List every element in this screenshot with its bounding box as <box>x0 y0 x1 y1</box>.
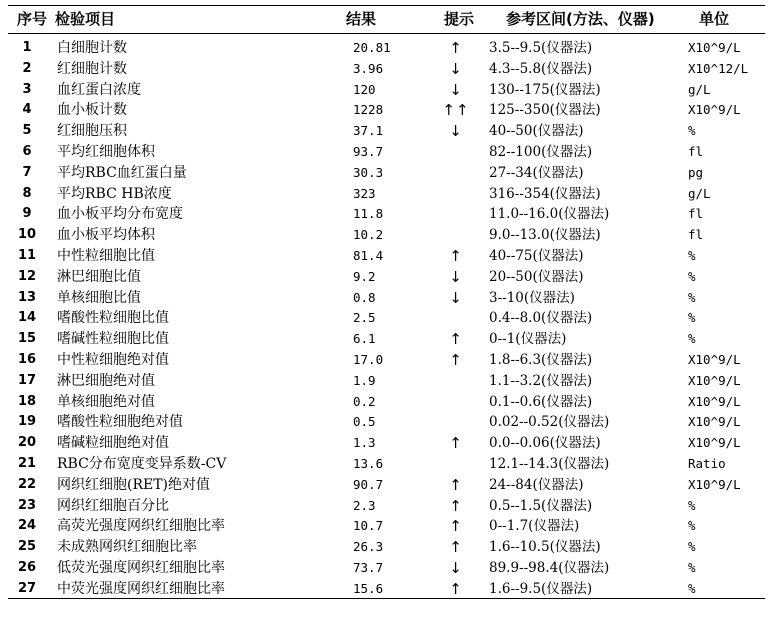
row-serial-number: 25 <box>17 539 37 555</box>
row-result-value: 3.96 <box>353 60 384 76</box>
row-serial-number: 21 <box>17 455 37 471</box>
row-hint-arrow: ↓ <box>449 59 463 78</box>
row-result-value: 10.7 <box>353 518 384 534</box>
row-hint-arrow: ↓ <box>449 122 463 141</box>
row-reference-range: 1.6--9.5(仪器法) <box>489 580 593 597</box>
table-row <box>0 246 773 267</box>
row-hint-arrow: ↑ <box>449 496 463 515</box>
row-unit: X10^9/L <box>688 414 741 430</box>
header-unit: 单位 <box>699 10 730 28</box>
row-unit: % <box>688 539 696 555</box>
row-reference-range: 20--50(仪器法) <box>489 268 584 285</box>
row-unit: g/L <box>688 185 711 201</box>
row-test-item: 淋巴细胞比值 <box>57 268 141 285</box>
table-row <box>0 516 773 537</box>
row-result-value: 1.3 <box>353 435 376 451</box>
row-reference-range: 0.5--1.5(仪器法) <box>489 497 593 514</box>
row-hint-arrow: ↑ <box>449 579 463 598</box>
row-serial-number: 17 <box>17 372 37 388</box>
row-serial-number: 20 <box>17 435 37 451</box>
row-result-value: 6.1 <box>353 331 376 347</box>
row-unit: fl <box>688 143 704 159</box>
row-hint-arrow: ↑ <box>449 434 463 453</box>
row-unit: % <box>688 310 696 326</box>
row-test-item: 红细胞计数 <box>57 60 127 77</box>
row-serial-number: 27 <box>17 580 37 596</box>
row-result-value: 13.6 <box>353 455 384 471</box>
table-body <box>0 38 773 600</box>
row-test-item: 嗜碱粒细胞绝对值 <box>57 435 169 452</box>
row-result-value: 1228 <box>353 102 384 118</box>
row-serial-number: 23 <box>17 497 37 513</box>
table-row <box>0 537 773 558</box>
row-hint-arrow: ↑ <box>449 39 463 57</box>
row-serial-number: 7 <box>22 164 32 180</box>
row-result-value: 0.5 <box>353 414 376 430</box>
row-unit: % <box>688 289 696 305</box>
row-result-value: 15.6 <box>353 580 384 596</box>
row-test-item: 平均RBC血红蛋白量 <box>57 164 187 181</box>
table-row <box>0 38 773 59</box>
table-bottom-rule <box>8 598 765 599</box>
row-test-item: 低荧光强度网织红细胞比率 <box>57 559 225 576</box>
row-reference-range: 1.1--3.2(仪器法) <box>489 372 593 389</box>
row-unit: pg <box>688 164 704 180</box>
row-reference-range: 89.9--98.4(仪器法) <box>489 559 610 576</box>
row-hint-arrow: ↑ <box>449 350 463 369</box>
row-hint-arrow: ↑ <box>449 330 463 349</box>
table-row <box>0 579 773 600</box>
table-row <box>0 433 773 454</box>
row-reference-range: 40--75(仪器法) <box>489 247 584 264</box>
table-row <box>0 267 773 288</box>
table-row <box>0 454 773 475</box>
row-serial-number: 18 <box>17 393 37 409</box>
table-row <box>0 204 773 225</box>
row-unit: g/L <box>688 81 711 97</box>
row-serial-number: 2 <box>22 60 32 76</box>
row-hint-arrow: ↓ <box>449 80 463 99</box>
row-unit: X10^9/L <box>688 476 741 492</box>
table-row <box>0 329 773 350</box>
row-result-value: 20.81 <box>353 40 391 55</box>
row-test-item: 中性粒细胞比值 <box>57 247 155 264</box>
row-unit: X10^9/L <box>688 372 741 388</box>
row-serial-number: 1 <box>22 40 32 55</box>
row-test-item: 白细胞计数 <box>57 40 127 56</box>
row-test-item: 血小板平均体积 <box>57 227 155 244</box>
row-result-value: 37.1 <box>353 123 384 139</box>
row-reference-range: 9.0--13.0(仪器法) <box>489 227 601 244</box>
table-row <box>0 100 773 121</box>
row-reference-range: 0--1.7(仪器法) <box>489 518 580 535</box>
row-unit: X10^9/L <box>688 351 741 367</box>
header-result: 结果 <box>346 10 377 28</box>
row-unit: X10^9/L <box>688 393 741 409</box>
row-serial-number: 16 <box>17 351 37 367</box>
header-reference-range: 参考区间(方法、仪器) <box>506 10 655 28</box>
table-row <box>0 475 773 496</box>
row-unit: % <box>688 123 696 139</box>
row-reference-range: 0.0--0.06(仪器法) <box>489 435 601 452</box>
row-unit: % <box>688 497 696 513</box>
row-result-value: 2.3 <box>353 497 376 513</box>
row-result-value: 17.0 <box>353 351 384 367</box>
row-test-item: 中荧光强度网织红细胞比率 <box>57 580 225 597</box>
row-reference-range: 82--100(仪器法) <box>489 143 593 160</box>
row-test-item: 网织红细胞百分比 <box>57 497 169 514</box>
table-row <box>0 392 773 413</box>
row-test-item: 高荧光强度网织红细胞比率 <box>57 518 225 535</box>
row-unit: X10^9/L <box>688 40 741 55</box>
row-unit: % <box>688 247 696 263</box>
row-result-value: 26.3 <box>353 539 384 555</box>
row-reference-range: 0--1(仪器法) <box>489 331 567 348</box>
row-result-value: 0.8 <box>353 289 376 305</box>
row-result-value: 2.5 <box>353 310 376 326</box>
row-serial-number: 19 <box>17 414 37 430</box>
row-serial-number: 12 <box>17 268 37 284</box>
table-row <box>0 80 773 101</box>
table-row <box>0 371 773 392</box>
header-hint: 提示 <box>444 10 475 28</box>
row-reference-range: 1.8--6.3(仪器法) <box>489 351 593 368</box>
row-result-value: 30.3 <box>353 164 384 180</box>
row-serial-number: 9 <box>22 206 32 222</box>
table-row <box>0 288 773 309</box>
table-row <box>0 496 773 517</box>
header-test-item: 检验项目 <box>55 10 116 28</box>
row-test-item: 淋巴细胞绝对值 <box>57 372 155 389</box>
row-hint-arrow: ↑ <box>449 475 463 494</box>
row-serial-number: 8 <box>22 185 32 201</box>
row-hint-arrow: ↓ <box>449 267 463 286</box>
table-row <box>0 350 773 371</box>
row-reference-range: 4.3--5.8(仪器法) <box>489 60 593 77</box>
table-row <box>0 163 773 184</box>
table-row <box>0 142 773 163</box>
row-reference-range: 316--354(仪器法) <box>489 185 601 202</box>
row-reference-range: 1.6--10.5(仪器法) <box>489 539 601 556</box>
row-reference-range: 40--50(仪器法) <box>489 123 584 140</box>
row-reference-range: 0.02--0.52(仪器法) <box>489 414 610 431</box>
row-test-item: 嗜酸性粒细胞比值 <box>57 310 169 327</box>
row-hint-arrow: ↓ <box>449 558 463 577</box>
row-reference-range: 24--84(仪器法) <box>489 476 584 493</box>
row-test-item: 血红蛋白浓度 <box>57 81 141 98</box>
row-test-item: 红细胞压积 <box>57 123 127 140</box>
row-serial-number: 14 <box>17 310 37 326</box>
row-test-item: 血小板计数 <box>57 102 127 119</box>
row-serial-number: 22 <box>17 476 37 492</box>
row-result-value: 81.4 <box>353 247 384 263</box>
table-row <box>0 308 773 329</box>
row-serial-number: 3 <box>22 81 32 97</box>
row-test-item: 单核细胞比值 <box>57 289 141 306</box>
row-test-item: 平均红细胞体积 <box>57 143 155 160</box>
row-result-value: 90.7 <box>353 476 384 492</box>
row-serial-number: 24 <box>17 518 37 534</box>
row-reference-range: 12.1--14.3(仪器法) <box>489 455 610 472</box>
row-serial-number: 4 <box>22 102 32 118</box>
table-top-rule <box>8 5 765 6</box>
row-test-item: 中性粒细胞绝对值 <box>57 351 169 368</box>
row-result-value: 10.2 <box>353 227 384 243</box>
row-test-item: 嗜酸性粒细胞绝对值 <box>57 414 183 431</box>
header-serial-number: 序号 <box>17 10 48 28</box>
row-result-value: 120 <box>353 81 376 97</box>
row-serial-number: 5 <box>22 123 32 139</box>
row-reference-range: 130--175(仪器法) <box>489 81 601 98</box>
row-serial-number: 15 <box>17 331 37 347</box>
row-unit: X10^9/L <box>688 102 741 118</box>
row-result-value: 1.9 <box>353 372 376 388</box>
row-hint-arrow: ↑ <box>449 538 463 557</box>
table-row <box>0 412 773 433</box>
row-hint-arrow: ↑↑ <box>442 101 470 120</box>
row-result-value: 9.2 <box>353 268 376 284</box>
row-serial-number: 26 <box>17 559 37 575</box>
table-row <box>0 558 773 579</box>
row-unit: % <box>688 559 696 575</box>
row-unit: fl <box>688 227 704 243</box>
row-reference-range: 27--34(仪器法) <box>489 164 584 181</box>
row-test-item: 未成熟网织红细胞比率 <box>57 539 197 556</box>
row-reference-range: 3.5--9.5(仪器法) <box>489 40 593 56</box>
row-result-value: 323 <box>353 185 376 201</box>
table-row <box>0 59 773 80</box>
row-serial-number: 6 <box>22 143 32 159</box>
row-unit: % <box>688 580 696 596</box>
row-reference-range: 0.4--8.0(仪器法) <box>489 310 593 327</box>
row-test-item: 血小板平均分布宽度 <box>57 206 183 223</box>
row-unit: % <box>688 331 696 347</box>
header-bottom-rule <box>8 33 765 34</box>
row-serial-number: 11 <box>17 247 37 263</box>
row-result-value: 11.8 <box>353 206 384 222</box>
row-unit: fl <box>688 206 704 222</box>
row-reference-range: 11.0--16.0(仪器法) <box>489 206 610 223</box>
row-result-value: 0.2 <box>353 393 376 409</box>
row-test-item: 平均RBC HB浓度 <box>57 185 172 202</box>
table-row <box>0 184 773 205</box>
row-reference-range: 0.1--0.6(仪器法) <box>489 393 593 410</box>
row-test-item: 网织红细胞(RET)绝对值 <box>57 476 211 493</box>
row-test-item: 单核细胞绝对值 <box>57 393 155 410</box>
row-serial-number: 10 <box>17 227 37 243</box>
row-result-value: 93.7 <box>353 143 384 159</box>
row-hint-arrow: ↑ <box>449 246 463 265</box>
row-result-value: 73.7 <box>353 559 384 575</box>
row-reference-range: 125--350(仪器法) <box>489 102 601 119</box>
row-hint-arrow: ↓ <box>449 288 463 307</box>
row-unit: % <box>688 268 696 284</box>
row-hint-arrow: ↑ <box>449 517 463 536</box>
row-unit: X10^12/L <box>688 60 749 76</box>
row-unit: Ratio <box>688 455 726 471</box>
row-unit: % <box>688 518 696 534</box>
row-serial-number: 13 <box>17 289 37 305</box>
row-unit: X10^9/L <box>688 435 741 451</box>
table-row <box>0 121 773 142</box>
table-row <box>0 225 773 246</box>
row-test-item: RBC分布宽度变异系数-CV <box>57 455 227 472</box>
row-reference-range: 3--10(仪器法) <box>489 289 575 306</box>
row-test-item: 嗜碱性粒细胞比值 <box>57 331 169 348</box>
